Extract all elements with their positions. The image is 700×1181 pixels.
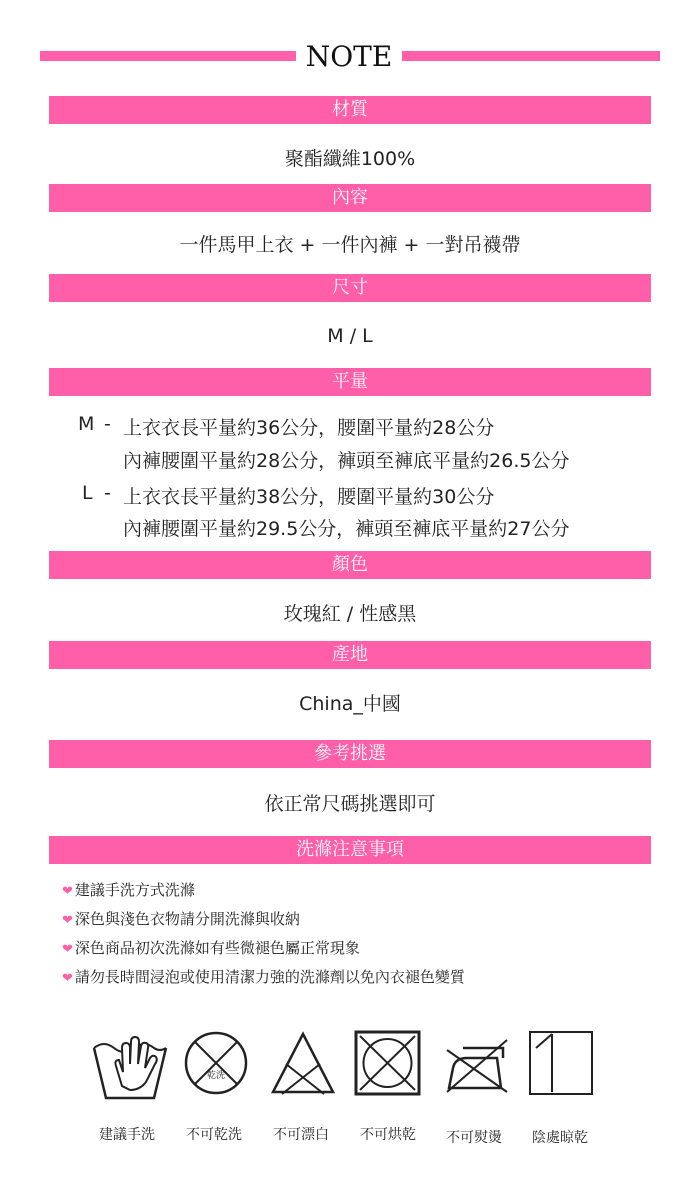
header-line-left — [40, 51, 296, 61]
color-value: 玫瑰紅 / 性感黑 — [283, 603, 417, 625]
section-bar-size: 尺寸 — [49, 274, 651, 302]
hand-wash-icon — [92, 1030, 168, 1100]
section-bar-material: 材質 — [49, 96, 651, 124]
section-bar-washing: 洗滌注意事項 — [49, 836, 651, 864]
section-bar-origin: 產地 — [49, 641, 651, 669]
header-line-right — [402, 51, 660, 61]
section-bar-measure: 平量 — [49, 368, 651, 396]
list-item — [62, 966, 465, 995]
measure-l-line2: 內褲腰圍平量約29.5公分，褲頭至褲底平量約27公分 — [123, 518, 570, 540]
size-value: M / L — [327, 325, 373, 347]
care-label-no-dry-clean: 不可乾洗 — [186, 1127, 242, 1143]
note-header — [40, 40, 660, 74]
material-value: 聚酯纖維100% — [284, 148, 416, 170]
no-tumble-dry-icon — [354, 1030, 422, 1096]
no-bleach-icon — [270, 1030, 336, 1096]
measure-m-line1: 上衣衣長平量約36公分，腰圍平量約28公分 — [123, 417, 495, 439]
reference-value: 依正常尺碼挑選即可 — [264, 793, 436, 815]
heart-icon: ❤ — [62, 884, 73, 899]
list-item — [62, 908, 465, 937]
list-item — [62, 879, 465, 908]
section-bar-reference: 參考挑選 — [49, 740, 651, 768]
contents-value: 一件馬甲上衣 + 一件內褲 + 一對吊襪帶 — [179, 234, 521, 256]
shade-dry-icon — [528, 1030, 594, 1096]
heart-icon: ❤ — [62, 971, 73, 986]
washing-item-text: 建議手洗方式洗滌 — [74, 881, 195, 899]
no-iron-icon — [443, 1036, 511, 1096]
no-dry-clean-icon — [183, 1030, 249, 1096]
care-label-no-tumble-dry: 不可烘乾 — [360, 1127, 416, 1143]
list-item — [62, 937, 465, 966]
measure-m-line2: 內褲腰圍平量約28公分，褲頭至褲底平量約26.5公分 — [123, 450, 570, 472]
dry-clean-text: 乾洗 — [206, 1071, 226, 1081]
section-bar-color: 顏色 — [49, 551, 651, 579]
washing-item-text: 深色商品初次洗滌如有些微褪色屬正常現象 — [74, 939, 360, 957]
washing-item-text: 深色與淺色衣物請分開洗滌與收納 — [74, 910, 300, 928]
section-bar-contents: 內容 — [49, 184, 651, 212]
care-label-hand-wash: 建議手洗 — [99, 1127, 155, 1143]
measure-size-m: M — [78, 413, 95, 435]
care-label-no-iron: 不可熨燙 — [446, 1130, 502, 1146]
heart-icon: ❤ — [62, 942, 73, 957]
washing-item-text: 請勿長時間浸泡或使用清潔力強的洗滌劑以免內衣褪色變質 — [74, 968, 465, 986]
measure-dash-m: - — [104, 413, 111, 435]
heart-icon: ❤ — [62, 913, 73, 928]
care-label-shade-dry: 陰處晾乾 — [532, 1130, 588, 1146]
measure-dash-l: - — [104, 482, 111, 504]
washing-list — [62, 879, 465, 995]
care-label-no-bleach: 不可漂白 — [273, 1127, 329, 1143]
origin-value: China_中國 — [299, 693, 401, 715]
measure-l-line1: 上衣衣長平量約38公分，腰圍平量約30公分 — [123, 486, 495, 508]
page-title: NOTE — [305, 40, 393, 73]
measure-size-l: L — [82, 482, 93, 504]
